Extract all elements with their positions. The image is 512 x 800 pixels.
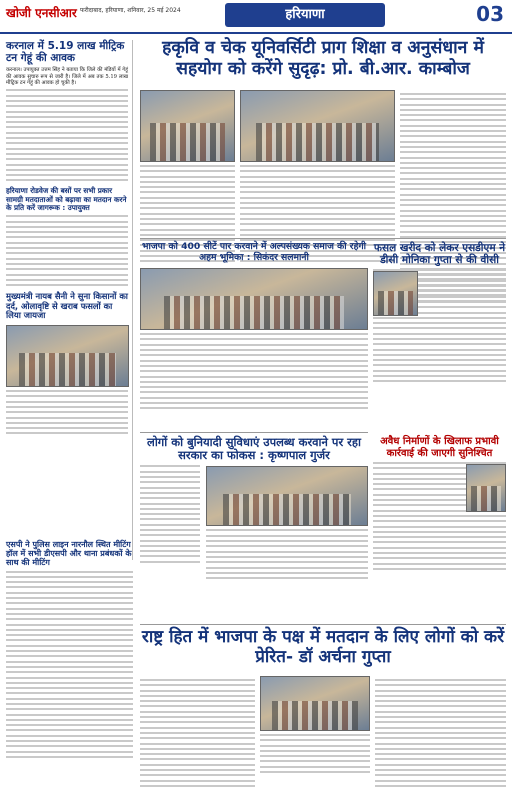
text-lines: [206, 529, 368, 579]
headline: फसल खरीद को लेकर एसडीएम ने डीसी मोनिका गुप्ता से की वीसी: [373, 242, 506, 267]
text-lines: [140, 679, 255, 787]
text-lines: [6, 390, 128, 434]
headline: हरियाणा रोडवेज की बसों पर सभी प्रकार सामग्री मतदाताओं को बढ़ावा का मतदान करने के प्रति करें जागरूक : उपायुक्त: [6, 186, 127, 212]
story-salmani: [140, 242, 368, 413]
divider: [140, 624, 506, 625]
lead-photo-col: [140, 90, 235, 266]
archana-col-2: [260, 676, 370, 776]
divider: [140, 238, 506, 239]
text-lines: [140, 333, 368, 409]
news-photo: [373, 271, 418, 316]
news-photo: [140, 268, 368, 330]
headline: लोगों को बुनियादी सुविधाएं उपलब्ध करवाने पर रहा सरकार का फोकस : कृष्णपाल गुर्जर: [147, 435, 361, 463]
archana-col-3: [375, 676, 506, 790]
news-photo: [6, 325, 129, 387]
headline: करनाल में 5.19 लाख मीट्रिक टन गेहूं की आवक: [6, 40, 125, 65]
brand-logo: खोजी एनसीआर: [6, 6, 77, 20]
text-lines: [260, 734, 370, 773]
lead-photo-2: [240, 90, 395, 162]
page-number: 03: [476, 2, 504, 26]
left-column: [6, 40, 133, 560]
headline: एसपी ने पुलिस लाइन नारनौल स्थित मीटिंग हॉल में सभी डीएसपी और थाना प्रबंधकों के साथ की मीटिंग: [6, 540, 132, 568]
story-wheat-arrival: [6, 40, 128, 181]
lead-mid-col: [240, 90, 395, 266]
masthead: [0, 0, 512, 34]
news-photo: [466, 464, 506, 512]
text-lines: [6, 215, 128, 286]
text-lines: [375, 679, 506, 787]
headline: भाजपा को 400 सीटें पार करवाने में अल्पसंख्यक समाज की रहेगी अहम भूमिका : सिकंदर सलमानी: [142, 241, 366, 263]
headline: मुख्यमंत्री नायब सैनी ने सुना किसानों का दर्द, ओलावृष्टि से खराब फसलों का लिया जायजा: [6, 291, 128, 321]
news-photo: [206, 466, 368, 526]
text-lines: [6, 571, 133, 758]
story-gurjar: [140, 436, 368, 582]
archana-col-1: [140, 676, 255, 790]
lead-headline: हकृवि व चेक यूनिवर्सिटी प्राग शिक्षा व अनुसंधान में सहयोग को करेंगे सुदृढ़: प्रो. बी.आर. काम्बोज: [162, 38, 484, 79]
divider: [140, 432, 368, 433]
news-photo: [260, 676, 370, 731]
section-tab: हरियाणा: [225, 3, 385, 27]
story-archana-gupta: [140, 628, 506, 667]
story-illegal-construction: [373, 436, 506, 573]
story-text: करनाल। उपायुक्त उत्तम सिंह ने बताया कि जिले की मंडियों में गेहूं की आवक सुचारु रूप से जारी है। जिले में अब तक 5.19 लाख मीट्रिक टन गेहूं की आवक हो चुकी है।: [6, 67, 128, 86]
story-cm-farmers: [6, 292, 128, 434]
story-roadways: [6, 187, 128, 286]
story-sdm-vc: [373, 242, 506, 386]
text-lines: [140, 465, 200, 566]
story-sp-meeting: [6, 540, 133, 761]
headline: राष्ट्र हित में भाजपा के पक्ष में मतदान के लिए लोगों को करें प्रेरित- डॉ अर्चना गुप्ता: [141, 627, 505, 667]
lead-photo-1: [140, 90, 235, 162]
text-lines: [6, 89, 128, 181]
dateline: फरीदाबाद, हरियाणा, शनिवार, 25 मई 2024: [80, 7, 181, 14]
headline: अवैध निर्माणों के खिलाफ प्रभावी कार्रवाई की जाएगी सुनिश्चित: [380, 436, 499, 459]
